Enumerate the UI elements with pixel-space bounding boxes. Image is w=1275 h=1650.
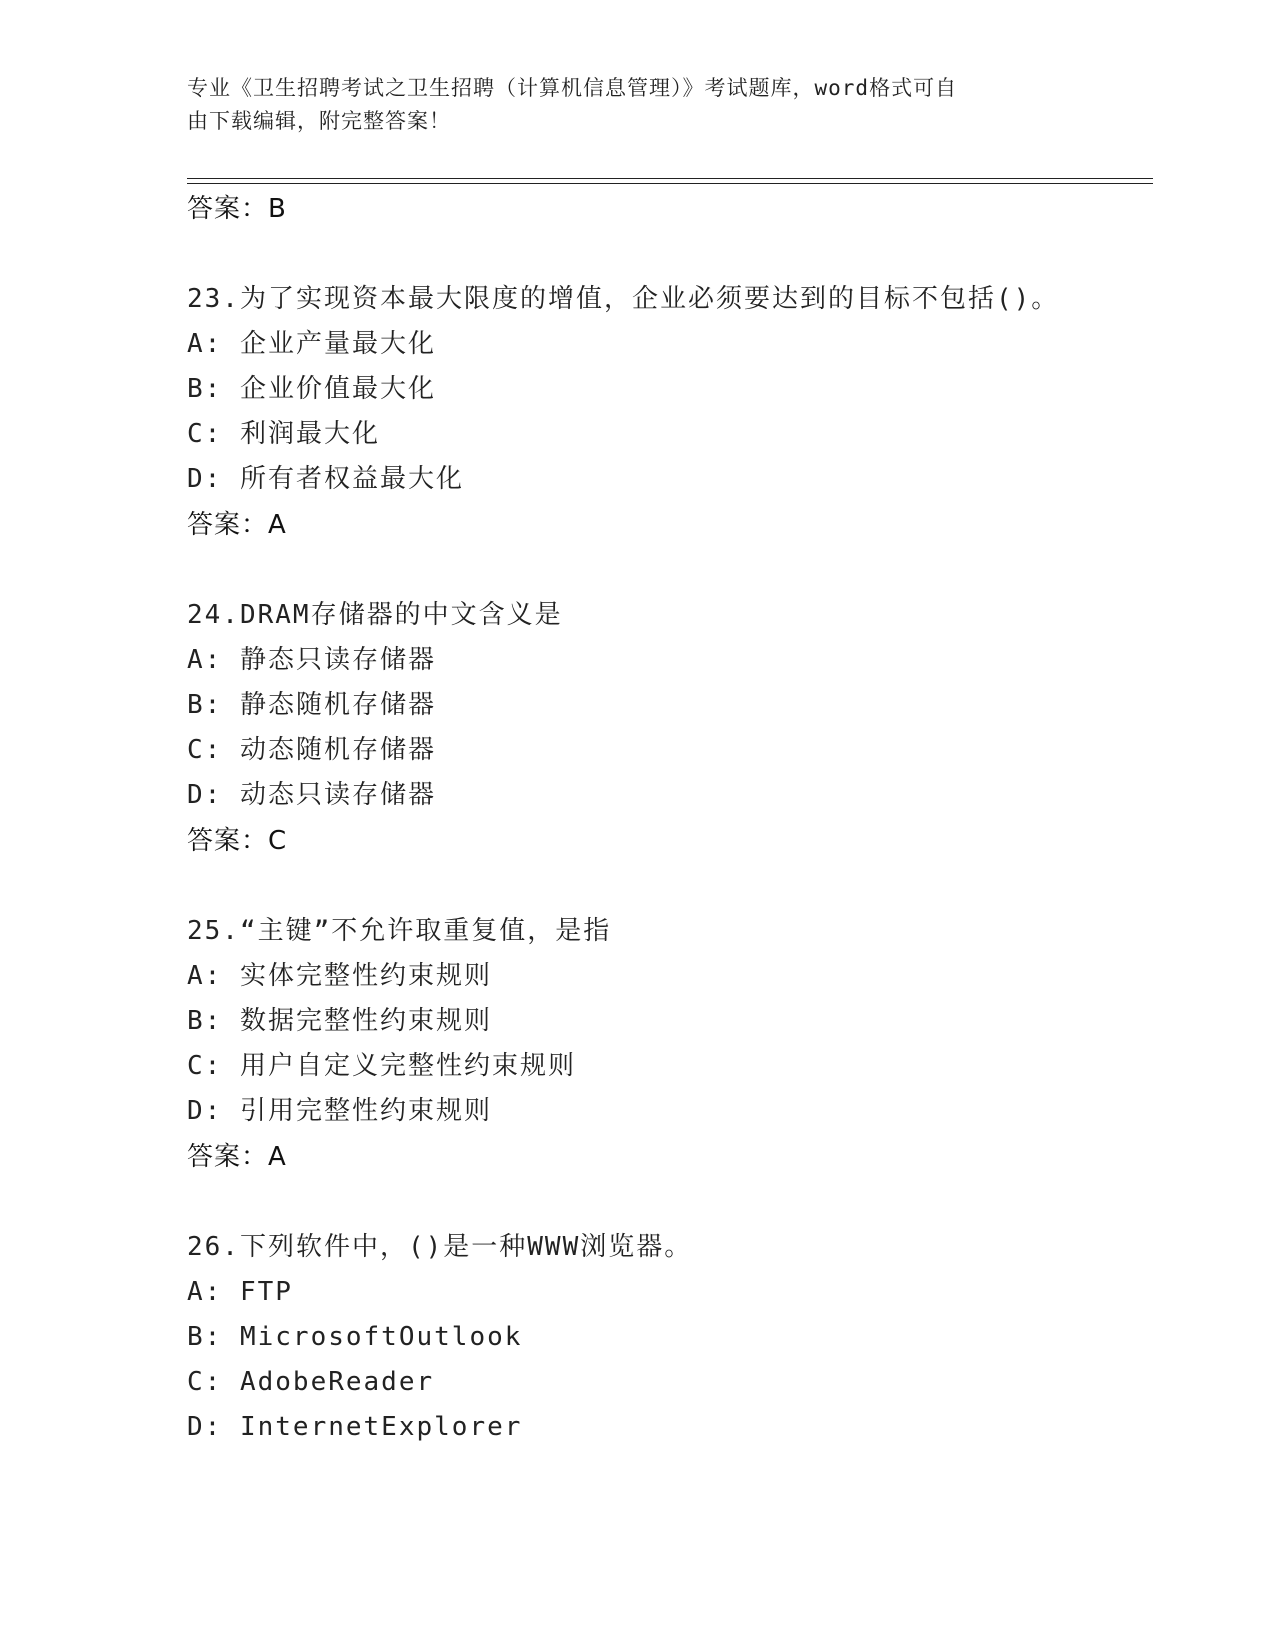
option-c: C: AdobeReader [187,1367,435,1397]
option-c: C: 利润最大化 [187,419,380,449]
option-d: D: 动态只读存储器 [187,780,436,810]
document-header [187,72,1067,138]
option-c: C: 用户自定义完整性约束规则 [187,1051,576,1081]
option-b: B: MicrosoftOutlook [187,1322,523,1352]
question-stem: 25.“主键”不允许取重复值，是指 [187,916,612,946]
option-a: A: FTP [187,1277,293,1307]
option-a: A: 实体完整性约束规则 [187,961,492,991]
header-divider-top [187,178,1153,179]
header-line-2: 由下载编辑，附完整答案！ [187,109,451,133]
option-c: C: 动态随机存储器 [187,735,436,765]
option-d: D: 引用完整性约束规则 [187,1096,492,1126]
option-d: D: InternetExplorer [187,1412,523,1442]
option-b: B: 静态随机存储器 [187,690,436,720]
header-line-1: 专业《卫生招聘考试之卫生招聘（计算机信息管理）》考试题库，word格式可自 [187,76,958,100]
option-b: B: 企业价值最大化 [187,374,436,404]
answer-line: 答案：A [187,510,287,540]
answer-line: 答案：B [187,194,287,224]
option-a: A: 企业产量最大化 [187,329,436,359]
question-stem: 24.DRAM存储器的中文含义是 [187,600,563,630]
option-a: A: 静态只读存储器 [187,645,436,675]
header-divider-bottom [187,183,1153,184]
question-stem: 26.下列软件中，()是一种WWW浏览器。 [187,1232,693,1262]
option-d: D: 所有者权益最大化 [187,464,464,494]
answer-line: 答案：A [187,1142,287,1172]
answer-line: 答案：C [187,826,288,856]
option-b: B: 数据完整性约束规则 [187,1006,492,1036]
question-stem: 23.为了实现资本最大限度的增值，企业必须要达到的目标不包括()。 [187,284,1060,314]
